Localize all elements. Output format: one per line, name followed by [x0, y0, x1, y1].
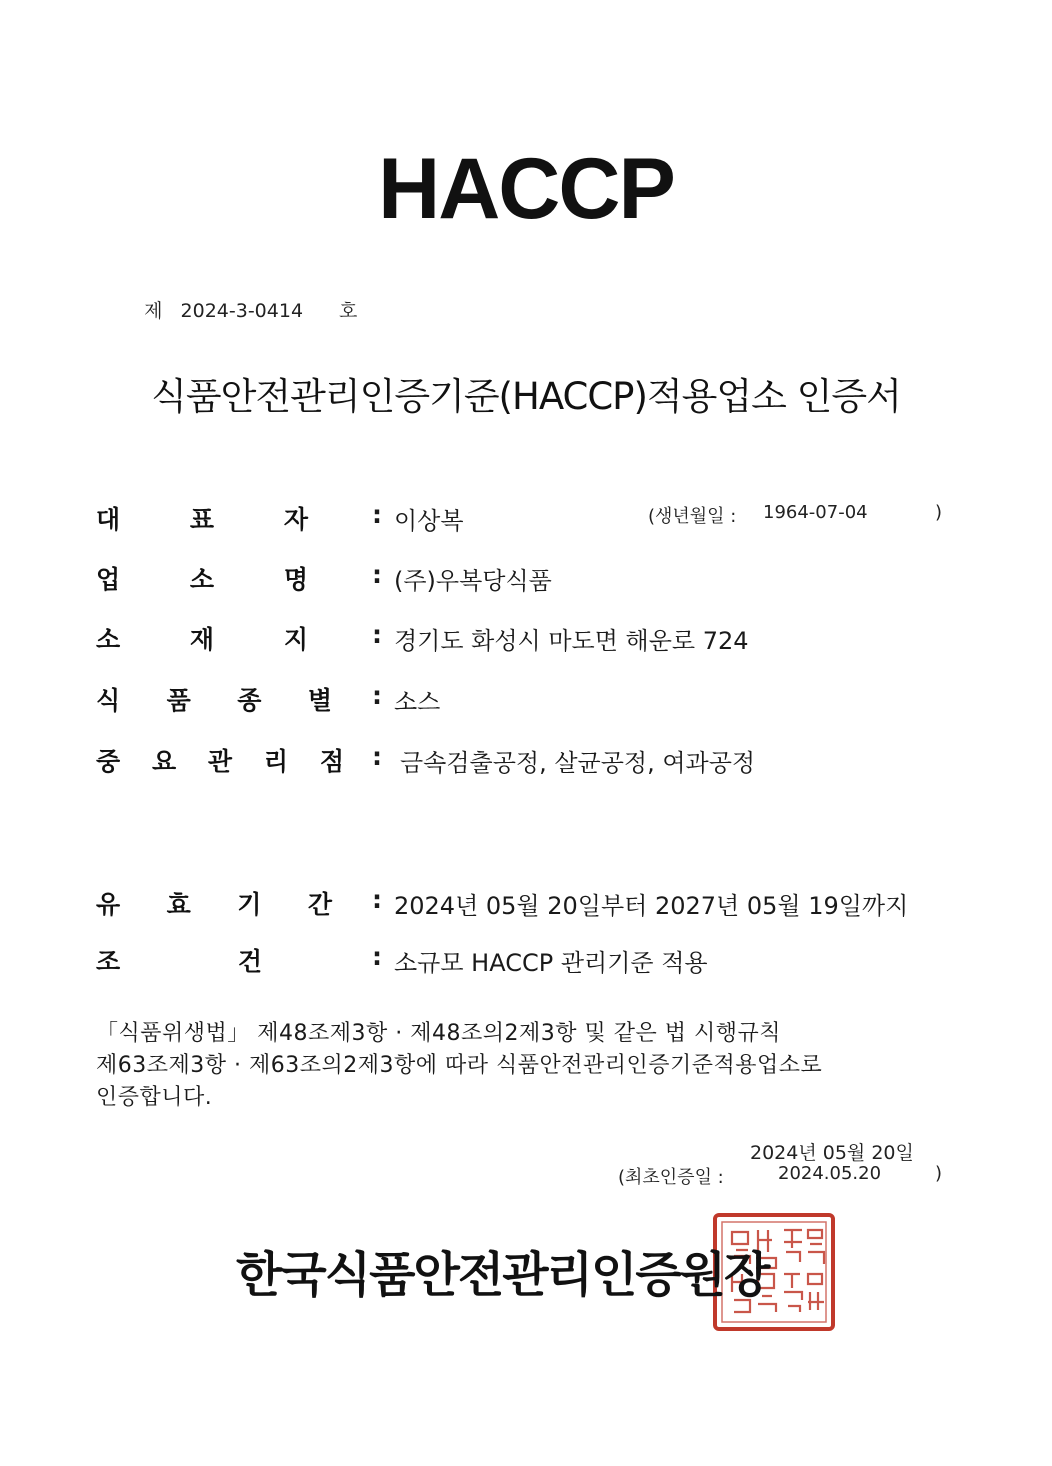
- representative-value: 이상복: [394, 507, 464, 535]
- statement-line: 인증합니다.: [96, 1085, 213, 1110]
- label-char: 간: [307, 890, 332, 919]
- food-type-value: 소스: [394, 688, 441, 716]
- label-char: 종: [237, 686, 262, 715]
- field-critical-control-points: [96, 742, 956, 776]
- statement-line: 「식품위생법」 제48조제3항 · 제48조의2제3항 및 같은 법 시행규칙: [96, 1021, 781, 1046]
- conditions-value: 소규모 HACCP 관리기준 적용: [394, 949, 708, 977]
- label-char: 식: [96, 686, 121, 715]
- birth-close: ): [935, 502, 943, 523]
- field-conditions: [96, 942, 956, 976]
- label-char: 대: [96, 505, 121, 534]
- label-char: 재: [189, 625, 215, 654]
- field-colon: :: [372, 885, 382, 914]
- birth-date: 1964-07-04: [763, 502, 868, 523]
- field-label: [96, 620, 308, 656]
- label-char: 표: [189, 505, 215, 534]
- label-char: 소: [96, 625, 121, 654]
- label-char: 중: [96, 747, 121, 776]
- label-char: 유: [96, 890, 121, 919]
- field-food-type: [96, 681, 956, 715]
- field-colon: :: [372, 742, 382, 771]
- validity-period-value: 2024년 05월 20일부터 2027년 05월 19일까지: [394, 892, 909, 920]
- label-char: 품: [166, 686, 191, 715]
- label-char: 관: [207, 747, 233, 776]
- birth-date-block: [648, 502, 943, 528]
- critical-control-points-value: 금속검출공정, 살균공정, 여과공정: [400, 749, 756, 777]
- label-char: 별: [307, 686, 332, 715]
- field-label: [96, 742, 344, 778]
- label-char: 효: [166, 890, 191, 919]
- first-cert-date: 2024.05.20: [778, 1163, 882, 1184]
- label-char: 점: [319, 747, 344, 776]
- label-char: 소: [189, 565, 215, 594]
- issuer-name: 한국식품안전관리인증원장: [236, 1247, 769, 1303]
- label-char: 업: [96, 565, 121, 594]
- label-char: 요: [151, 747, 177, 776]
- haccp-logo: HACCP: [378, 141, 674, 237]
- field-colon: :: [372, 500, 382, 529]
- certification-statement: [96, 1018, 956, 1114]
- field-colon: :: [372, 620, 382, 649]
- field-business-name: [96, 560, 956, 594]
- field-colon: :: [372, 681, 382, 710]
- field-colon: :: [372, 560, 382, 589]
- field-label: [96, 681, 332, 717]
- birth-label: (생년월일 :: [648, 506, 737, 527]
- label-char: 자: [283, 505, 308, 534]
- location-value: 경기도 화성시 마도면 해운로 724: [394, 627, 749, 655]
- first-cert-label: (최초인증일 :: [618, 1167, 724, 1188]
- label-char: 명: [283, 565, 308, 594]
- field-label: [96, 885, 332, 921]
- issue-date: 2024년 05월 20일: [750, 1142, 914, 1164]
- statement-line: 제63조제3항 · 제63조의2제3항에 따라 식품안전관리인증기준적용업소로: [96, 1053, 823, 1078]
- field-label: [96, 500, 308, 536]
- label-char: 지: [283, 625, 308, 654]
- field-label: [96, 560, 308, 596]
- certificate-number: [120, 274, 357, 345]
- cert-no-value: 2024-3-0414: [180, 300, 304, 322]
- field-colon: :: [372, 942, 382, 971]
- field-label: [96, 942, 262, 978]
- document-title: 식품안전관리인증기준(HACCP)적용업소 인증서: [151, 375, 901, 418]
- first-certification-date: [618, 1163, 948, 1189]
- cert-no-suffix: 호: [339, 300, 358, 322]
- field-validity-period: [96, 885, 956, 919]
- label-char: 리: [263, 747, 289, 776]
- label-char: 건: [237, 947, 262, 976]
- cert-no-prefix: 제: [144, 300, 163, 322]
- label-char: 기: [237, 890, 262, 919]
- first-cert-close: ): [935, 1163, 943, 1184]
- business-name-value: (주)우복당식품: [394, 567, 552, 595]
- field-location: [96, 620, 956, 654]
- label-char: 조: [96, 947, 121, 976]
